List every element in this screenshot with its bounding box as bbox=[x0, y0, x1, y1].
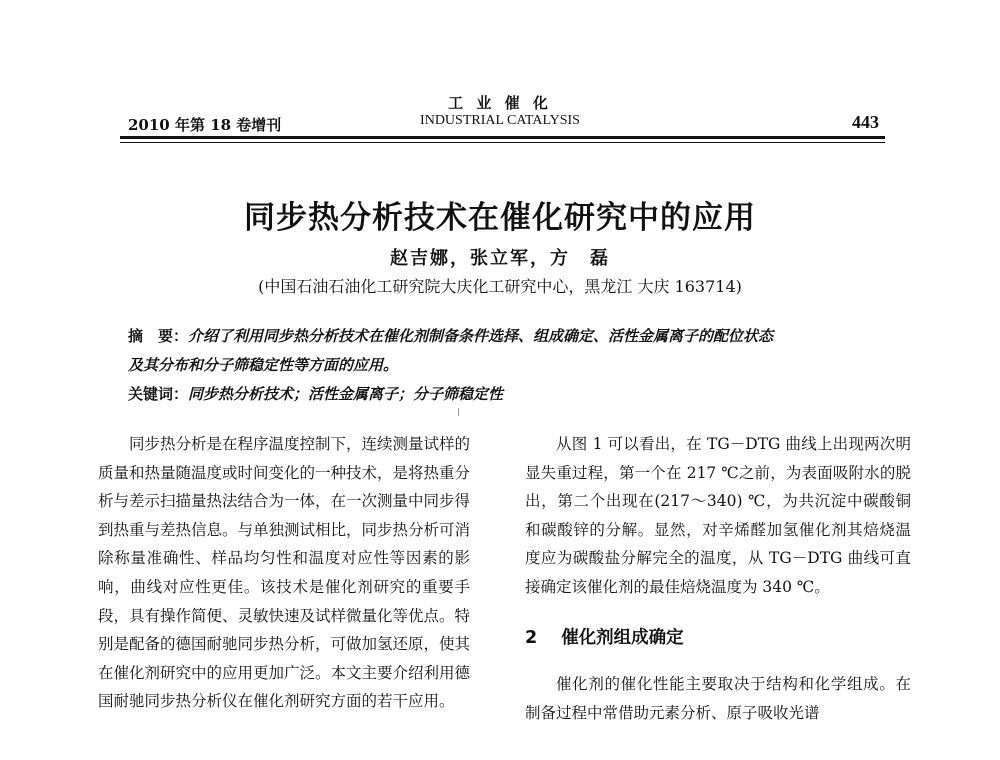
journal-name-cn: 工 业 催 化 bbox=[448, 94, 552, 112]
journal-name-en: INDUSTRIAL CATALYSIS bbox=[420, 113, 580, 128]
article-authors: 赵吉娜，张立军，方 磊 bbox=[390, 248, 610, 269]
keywords-line bbox=[128, 380, 888, 409]
section-2-paragraph: 催化剂的催化性能主要取决于结构和化学组成。在制备过程中常借助元素分析、原子吸收光谱 bbox=[525, 675, 911, 722]
article-affiliation: (中国石油石油化工研究院大庆化工研究中心，黑龙江 大庆 163714) bbox=[258, 277, 742, 296]
section-2-title: 催化剂组成确定 bbox=[561, 627, 684, 648]
abstract-line-2: 及其分布和分子筛稳定性等方面的应用。 bbox=[128, 356, 399, 374]
issue-info: 2010 年第 18 卷增刊 bbox=[128, 116, 282, 134]
abstract bbox=[128, 322, 888, 409]
keywords-text: 同步热分析技术；活性金属离子；分子筛稳定性 bbox=[188, 385, 504, 403]
section-2-number: 2 bbox=[525, 627, 538, 648]
abstract-text-1: 介绍了利用同步热分析技术在催化剂制备条件选择、组成确定、活性金属离子的配位状态 bbox=[188, 327, 774, 345]
article-title: 同步热分析技术在催化研究中的应用 bbox=[244, 200, 756, 236]
abstract-line-1 bbox=[128, 322, 888, 351]
left-column bbox=[98, 430, 470, 716]
figure1-paragraph: 从图 1 可以看出，在 TG－DTG 曲线上出现两次明显失重过程，第一个在 217 ℃之前，为表面吸附水的脱出，第二个出现在(217～340) ℃，为共沉淀中碳酸铜和碳酸锌的分解。显然，对辛烯醛加氢催化剂其焙烧温度应为碳酸盐分解完全的温度，从 TG－DTG 曲线可直接确定该催化剂的最佳焙烧温度为 340 ℃。 bbox=[525, 435, 911, 596]
intro-paragraph: 同步热分析是在程序温度控制下，连续测量试样的质量和热量随温度或时间变化的一种技术，是将热重分析与差示扫描量热法结合为一体，在一次测量中同步得到热重与差热信息。与单独测试相比，同步热分析可消除称量准确性、样品均匀性和温度对应性等因素的影响，曲线对应性更佳。该技术是催化剂研究的重要手段，具有操作简便、灵敏快速及试样微量化等优点。特别是配备的德国耐驰同步热分析，可做加氢还原，使其在催化剂研究中的应用更加广泛。本文主要介绍利用德国耐驰同步热分析仪在催化剂研究方面的若干应用。 bbox=[98, 435, 471, 711]
page-number: 443 bbox=[852, 112, 879, 132]
header-rule-thick bbox=[120, 136, 885, 139]
abstract-label: 摘 要： bbox=[128, 327, 189, 345]
section-2-heading bbox=[525, 624, 911, 653]
header-rule-thin bbox=[120, 142, 885, 143]
right-column bbox=[525, 430, 911, 727]
keywords-label: 关键词： bbox=[128, 385, 189, 403]
scan-mark bbox=[458, 408, 459, 416]
